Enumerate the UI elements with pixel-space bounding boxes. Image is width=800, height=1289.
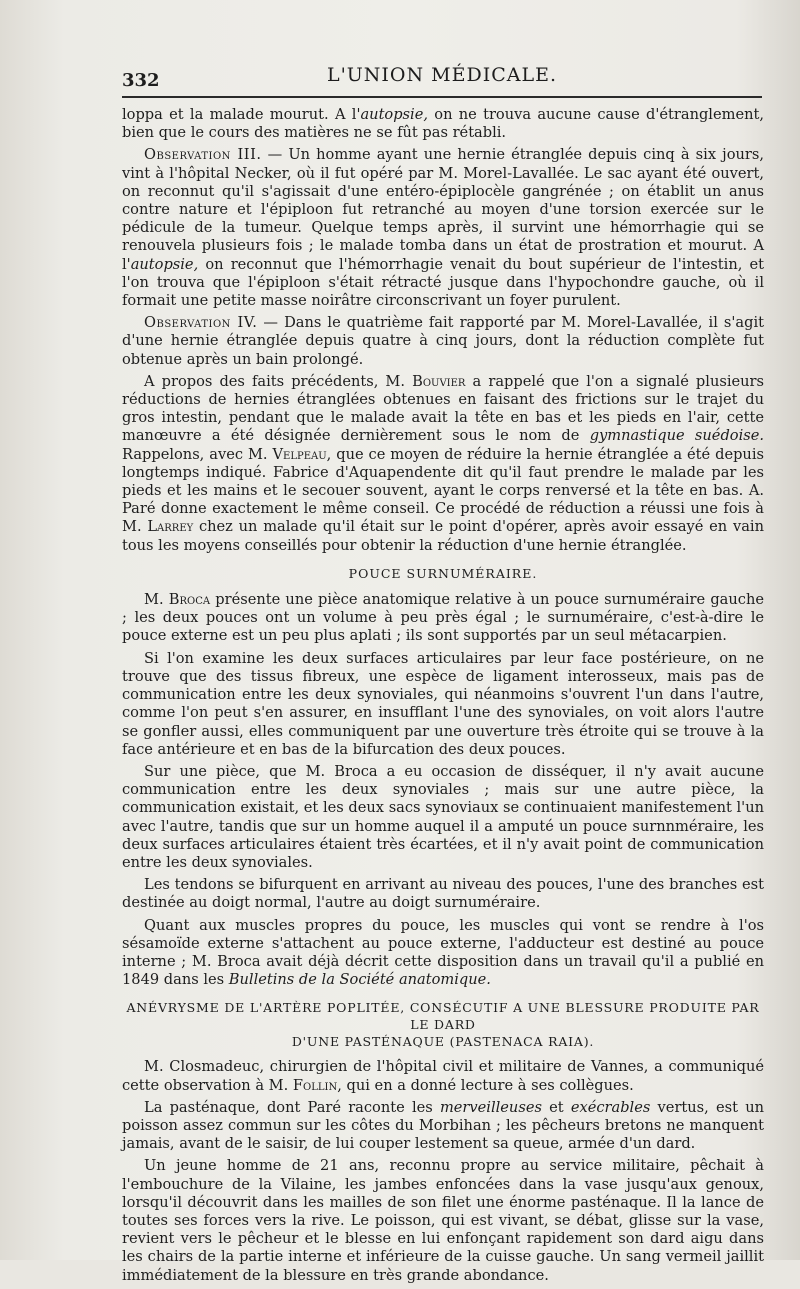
section-title-pouce: POUCE SURNUMÉRAIRE. [348, 565, 538, 581]
page-number: 332 [122, 70, 160, 91]
running-title: L'UNION MÉDICALE. [326, 64, 558, 86]
paragraph-continuation: loppa et la malade mourut. A l'autopsie, on ne trouva aucune cause d'étranglement, bien que le cours des matières ne se fût pas rétabli. [122, 106, 764, 142]
paragraph: M. Closmadeuc, chirurgien de l'hôpital civil et militaire de Vannes, a communiqué cette observation à M. Follin, qui en a donné lecture à ses collègues. [122, 1058, 764, 1094]
header-rule [122, 96, 762, 98]
paragraph: La pasténaque, dont Paré raconte les merveilleuses et exécrables vertus, est un poisson assez commun sur les côtes du Morbihan ; les pêcheurs bretons ne manquent jamais, avant de le saisir, de lui couper lestement sa queue, armée d'un dard. [122, 1098, 764, 1153]
article-body [122, 106, 764, 1289]
paragraph-apropos: A propos des faits précédents, M. Bouvier a rappelé que l'on a signalé plusieurs réductions de hernies étranglées obtenues en faisant des frictions sur le trajet du gros intestin, pendant que le malade avait la tête en bas et les pieds en l'air, cette manœuvre a été désignée dernièrement sous le nom de gymnastique suédoise. Rappelons, avec M. Velpeau, que ce moyen de réduire la hernie étranglée a été depuis longtemps indiqué. Fabrice d'Aquapendente dit qu'il faut prendre le malade par les pieds et les mains et le secouer souvent, ayant le corps renversé et la tête en bas. A. Paré donne exactement le même conseil. Ce procédé de réduction a réussi une fois à M. Larrey chez un malade qu'il était sur le point d'opérer, après avoir essayé en vain tous les moyens conseillés pour obtenir la réduction d'une hernie étranglée. [122, 372, 765, 554]
paragraph: Quant aux muscles propres du pouce, les muscles qui vont se rendre à l'os sésamoïde externe s'attachent au pouce externe, l'adducteur est destiné au pouce interne ; M. Broca avait déjà décrit cette disposition dans un travail qu'il a publié en 1849 dans les Bulletins de la Société anatomique. [122, 916, 764, 989]
paragraph-broca: M. Broca présente une pièce anatomique relative à un pouce surnuméraire gauche ; les deux pouces ont un volume à peu près égal ; le surnuméraire, c'est-à-dire le pouce externe est un peu plus aplati ; ils sont supportés par un seul métacarpien. [122, 591, 764, 645]
observation-3: Observation III. — Un homme ayant une hernie étranglée depuis cinq à six jours, vint à l'hôpital Necker, où il fut opéré par M. Morel-Lavallée. Le sac ayant été ouvert, on reconnut qu'il s'agissait d'une entéro-épiplocèle gangrénée ; on établit un anus contre nature et l'épiploon fut retranché au moyen d'une torsion exercée sur le pédicule de la tumeur. Quelque temps après, il survint une hémorrhagie qui se renouvela plusieurs fois ; le malade tomba dans un état de prostration et mourut. A l'autopsie, on reconnut que l'hémorrhagie venait du bout supérieur de l'intestin, et l'on trouva que l'épiploon s'était rétracté jusque dans l'hypochondre gauche, où il formait une petite masse noirâtre circonscrivant un foyer purulent. [122, 146, 764, 310]
paragraph: Les tendons se bifurquent en arrivant au niveau des pouces, l'une des branches est destinée au doigt normal, l'autre au doigt surnuméraire. [122, 876, 764, 912]
observation-4: Observation IV. — Dans le quatrième fait rapporté par M. Morel-Lavallée, il s'agit d'une hernie étranglée depuis quatre à cinq jours, dont la réduction complète fut obtenue après un bain prolongé. [122, 314, 765, 368]
paragraph: Un jeune homme de 21 ans, reconnu propre au service militaire, pêchait à l'embouchure de la Vilaine, les jambes enfoncées dans la vase jusqu'aux genoux, lorsqu'il découvrit dans les mailles de son filet une énorme pasténaque. Il la lance de toutes ses forces vers la rive. Le poisson, qui est vivant, se débat, glisse sur la vase, revient vers le pêcheur et le blesse en lui enfonçant rapidement son dard aigu dans les chairs de la partie interne et inférieure de la cuisse gauche. Un sang vermeil jaillit immédiatement de la blessure en très grande abondance. [122, 1157, 764, 1284]
paragraph: Sur une pièce, que M. Broca a eu occasion de disséquer, il n'y avait aucune communication entre les deux synoviales ; mais sur une autre pièce, la communication existait, et les deux sacs synoviaux se continuaient manifestement l'un avec l'autre, tandis que sur un homme auquel il a amputé un pouce surnnméraire, les deux surfaces articulaires étaient très écartées, et il n'y avait point de communication entre les deux synoviales. [122, 762, 764, 871]
section-title-anevrysme: ANÉVRYSME DE L'ARTÈRE POPLITÉE, CONSÉCUTIF A UNE BLESSURE PRODUITE PAR LE DARD D'UNE PASTÉNAQUE (PASTENACA RAIA). [126, 1000, 760, 1050]
page-header [122, 62, 762, 92]
observation-label: Observation III. [144, 146, 262, 164]
observation-label: Observation IV. [144, 314, 258, 332]
paragraph: Si l'on examine les deux surfaces articulaires par leur face postérieure, on ne trouve que des tissus fibreux, une espèce de ligament interosseux, mais pas de communication entre les deux synoviales, qui néanmoins s'ouvrent l'un dans l'autre, comme l'on peut s'en assurer, en insufflant l'une des synoviales, on voit alors l'autre se gonfler aussi, elles communiquent par une ouverture très étroite qui se trouve à la face antérieure et en bas de la bifurcation des deux pouces. [122, 649, 764, 758]
